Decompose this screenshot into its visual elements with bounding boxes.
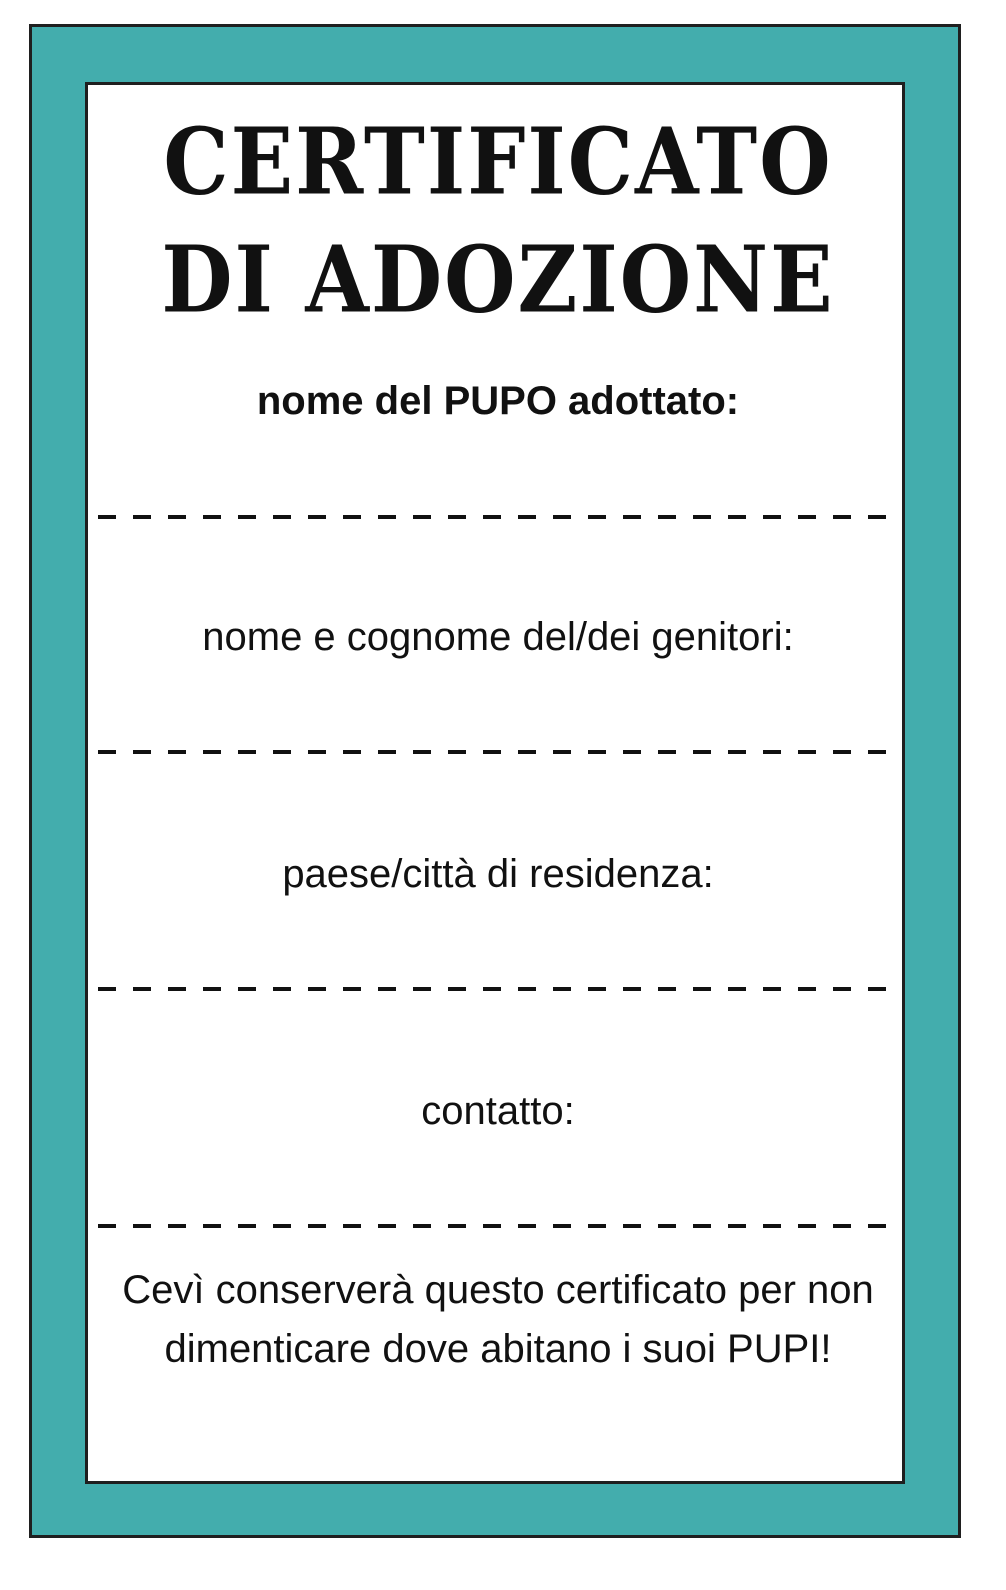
certificate-title-line-1: CERTIFICATO xyxy=(163,108,833,216)
field-label-pupo-name: nome del PUPO adottato: xyxy=(256,379,740,423)
dashed-line-residence xyxy=(98,987,898,991)
footer-note: Cevì conserverà questo certificato per non dimenticare dove abitano i suoi PUPI! xyxy=(122,1268,874,1371)
dashed-line-contact xyxy=(98,1224,898,1228)
dashed-line-parents-name xyxy=(98,750,898,754)
field-label-contact: contatto: xyxy=(421,1089,575,1133)
field-label-parents-name: nome e cognome del/dei genitori: xyxy=(202,615,794,659)
field-label-residence: paese/città di residenza: xyxy=(282,852,714,896)
certificate-title-line-2: DI ADOZIONE xyxy=(161,226,835,334)
certificate-card xyxy=(85,82,905,1484)
dashed-line-pupo-name xyxy=(98,515,898,519)
